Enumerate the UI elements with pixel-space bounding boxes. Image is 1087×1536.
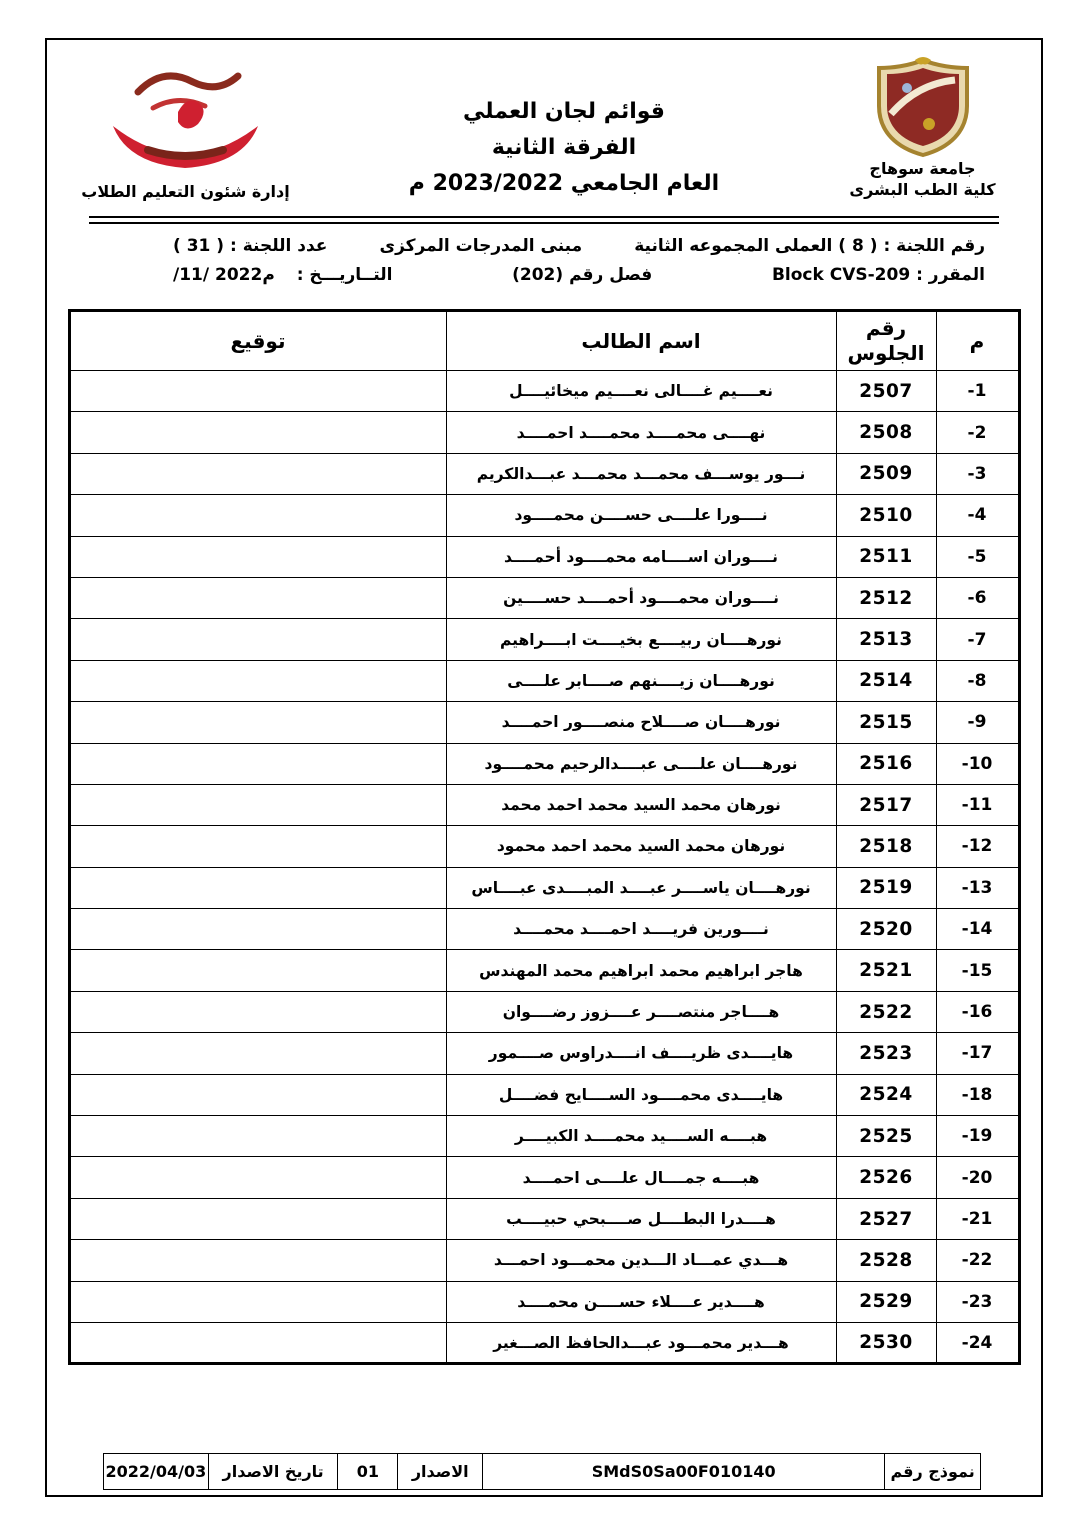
student-signature-cell [69,495,446,536]
student-signature-cell [69,991,446,1032]
student-serial: -20 [936,1157,1019,1198]
student-row [69,1116,1019,1157]
student-seat-number: 2511 [836,536,936,577]
student-signature-cell [69,536,446,577]
student-row [69,909,1019,950]
student-serial: -15 [936,950,1019,991]
footer-form-info [103,1453,981,1490]
student-name: نـــور يوســـف محمـــد محمـــد عبـــدالكريم [446,453,836,494]
student-signature-cell [69,702,446,743]
university-name: جامعة سوهاج [869,159,976,178]
student-row [69,1157,1019,1198]
student-serial: -13 [936,867,1019,908]
committee-count: عدد اللجنة : ( 31 ) [173,236,328,256]
student-name: نورهــــان علــــى عبــــدالرحيم محمــــود [446,743,836,784]
student-serial: -19 [936,1116,1019,1157]
student-name: نورهــــان ياســــر عبــــد المبــــدى عبــــاس [446,867,836,908]
building-name: مبنى المدرجات المركزى [379,236,583,256]
university-org-block [830,54,1015,200]
student-row [69,577,1019,618]
student-seat-number: 2515 [836,702,936,743]
student-seat-number: 2510 [836,495,936,536]
student-serial: -6 [936,577,1019,618]
student-serial: -9 [936,702,1019,743]
student-serial: -23 [936,1281,1019,1322]
table-header-row [69,311,1019,371]
student-row [69,1322,1019,1363]
student-serial: -8 [936,660,1019,701]
student-seat-number: 2517 [836,784,936,825]
student-seat-number: 2516 [836,743,936,784]
student-row [69,495,1019,536]
student-name: نورهــــان زيــــنهم صــــابر علــــى [446,660,836,701]
date-value: /11/ 2022م [173,265,275,285]
student-name: هاجر ابراهيم محمد ابراهيم محمد المهندس [446,950,836,991]
student-seat-number: 2522 [836,991,936,1032]
student-name: هـــدير محمـــود عبـــدالحافظ الصـــغير [446,1322,836,1363]
info-row-1 [103,236,985,256]
student-row [69,660,1019,701]
room-number: فصل رقم (202) [512,265,653,285]
student-seat-number: 2513 [836,619,936,660]
col-header-serial: م [936,311,1019,371]
student-seat-number: 2524 [836,1074,936,1115]
page-frame [45,38,1043,1497]
student-serial: -5 [936,536,1019,577]
student-seat-number: 2525 [836,1116,936,1157]
students-table [68,309,1021,1365]
info-row-2 [103,265,985,285]
student-row [69,1240,1019,1281]
table-body [69,371,1019,1364]
student-name: هـــدي عمـــاد الـــدين محمـــود احمـــد [446,1240,836,1281]
student-seat-number: 2523 [836,1033,936,1074]
student-row [69,826,1019,867]
student-signature-cell [69,1322,446,1363]
university-emblem-icon [867,54,979,158]
course-label: المقرر : [916,265,985,285]
student-signature-cell [69,1240,446,1281]
student-signature-cell [69,577,446,618]
student-name: هبــــه جمــــال علــــى احمــــد [446,1157,836,1198]
student-row [69,453,1019,494]
student-seat-number: 2527 [836,1198,936,1239]
student-serial: -21 [936,1198,1019,1239]
student-signature-cell [69,1198,446,1239]
col-header-seat-number: رقم الجلوس [836,311,936,371]
student-signature-cell [69,950,446,991]
student-name: نعــــيم غــــالى نعــــيم ميخائيــــل [446,371,836,412]
issue-date-label: تاريخ الاصدار [209,1454,339,1489]
student-signature-cell [69,1281,446,1322]
student-serial: -16 [936,991,1019,1032]
date-field [173,265,392,285]
student-name: نورهان محمد السيد محمد احمد محمود [446,826,836,867]
student-serial: -1 [936,371,1019,412]
student-row [69,619,1019,660]
administration-caption: إدارة شئون التعليم الطلاب [81,182,290,201]
student-seat-number: 2526 [836,1157,936,1198]
student-signature-cell [69,743,446,784]
student-name: هبــــه الســــيد محمــــد الكبيــــر [446,1116,836,1157]
student-row [69,1281,1019,1322]
doc-title-line2: الفرقة الثانية [491,135,637,160]
student-serial: -12 [936,826,1019,867]
student-seat-number: 2514 [836,660,936,701]
doc-title-line1: قوائم لجان العملي [463,99,665,124]
student-seat-number: 2508 [836,412,936,453]
course-code: Block CVS-209 [771,265,911,285]
student-name: نورهــــان صــــلاح منصــــور احمــــد [446,702,836,743]
student-signature-cell [69,867,446,908]
student-name: هايــــدى محمــــود الســــايح فضــــل [446,1074,836,1115]
col-header-student-name: اسم الطالب [446,311,836,371]
student-name: نورهــــان ربيــــع بخيــــت ابــــراهيم [446,619,836,660]
student-seat-number: 2519 [836,867,936,908]
student-signature-cell [69,1033,446,1074]
student-signature-cell [69,826,446,867]
student-name: نهــــى محمــــد محمــــد احمــــد [446,412,836,453]
student-serial: -24 [936,1322,1019,1363]
student-seat-number: 2529 [836,1281,936,1322]
document-titles [298,94,830,202]
student-seat-number: 2518 [836,826,936,867]
student-row [69,784,1019,825]
student-row [69,371,1019,412]
student-seat-number: 2520 [836,909,936,950]
course-field [772,265,985,285]
student-seat-number: 2512 [836,577,936,618]
student-row [69,702,1019,743]
student-signature-cell [69,1074,446,1115]
student-name: نــــورا علــــى حســــن محمــــود [446,495,836,536]
student-serial: -11 [936,784,1019,825]
student-seat-number: 2528 [836,1240,936,1281]
student-row [69,743,1019,784]
student-row [69,867,1019,908]
student-row [69,412,1019,453]
student-signature-cell [69,1157,446,1198]
student-signature-cell [69,371,446,412]
student-signature-cell [69,619,446,660]
faculty-name: كلية الطب البشرى [849,180,996,199]
form-number-value: SMdS0Sa00F010140 [483,1454,885,1489]
student-signature-cell [69,660,446,701]
student-name: نــــورين فريــــد احمــــد محمــــد [446,909,836,950]
student-row [69,950,1019,991]
student-name: هــــدرا البطــــل صــــبحي حبيــــب [446,1198,836,1239]
committee-info [47,224,1041,285]
student-seat-number: 2530 [836,1322,936,1363]
student-seat-number: 2521 [836,950,936,991]
student-signature-cell [69,1116,446,1157]
student-serial: -3 [936,453,1019,494]
student-row [69,1074,1019,1115]
student-row [69,1033,1019,1074]
student-signature-cell [69,453,446,494]
issue-label: الاصدار [398,1454,483,1489]
student-row [69,536,1019,577]
student-seat-number: 2507 [836,371,936,412]
student-name: هــــاجر منتصــــر عــــزوز رضــــوان [446,991,836,1032]
student-row [69,991,1019,1032]
issue-value: 01 [338,1454,398,1489]
student-serial: -17 [936,1033,1019,1074]
student-signature-cell [69,909,446,950]
medicine-logo-block [73,54,298,201]
student-name: نورهان محمد السيد محمد احمد محمد [446,784,836,825]
student-serial: -7 [936,619,1019,660]
student-serial: -18 [936,1074,1019,1115]
student-seat-number: 2509 [836,453,936,494]
faculty-medicine-logo-icon [93,54,278,176]
student-serial: -14 [936,909,1019,950]
student-serial: -10 [936,743,1019,784]
student-serial: -22 [936,1240,1019,1281]
student-serial: -4 [936,495,1019,536]
committee-number: رقم اللجنة : ( 8 ) العملى المجموعه الثانية [634,236,985,256]
student-row [69,1198,1019,1239]
header-divider [89,216,999,224]
form-number-label: نموذج رقم [890,1462,975,1481]
student-serial: -2 [936,412,1019,453]
col-header-signature: توقيع [69,311,446,371]
student-name: هــــدير عــــلاء حســــن محمــــد [446,1281,836,1322]
header [47,40,1041,214]
student-name: هايــــدى ظريــــف انــــدراوس صــــمور [446,1033,836,1074]
doc-title-line3: العام الجامعي 2023/2022 م [408,171,720,196]
date-label: التــاريـــخ : [296,265,393,285]
student-signature-cell [69,784,446,825]
issue-date-value: 2022/04/03 [104,1454,209,1489]
student-name: نــــوران اســــامه محمــــود أحمــــد [446,536,836,577]
student-signature-cell [69,412,446,453]
student-name: نــــوران محمــــود أحمــــد حســــين [446,577,836,618]
